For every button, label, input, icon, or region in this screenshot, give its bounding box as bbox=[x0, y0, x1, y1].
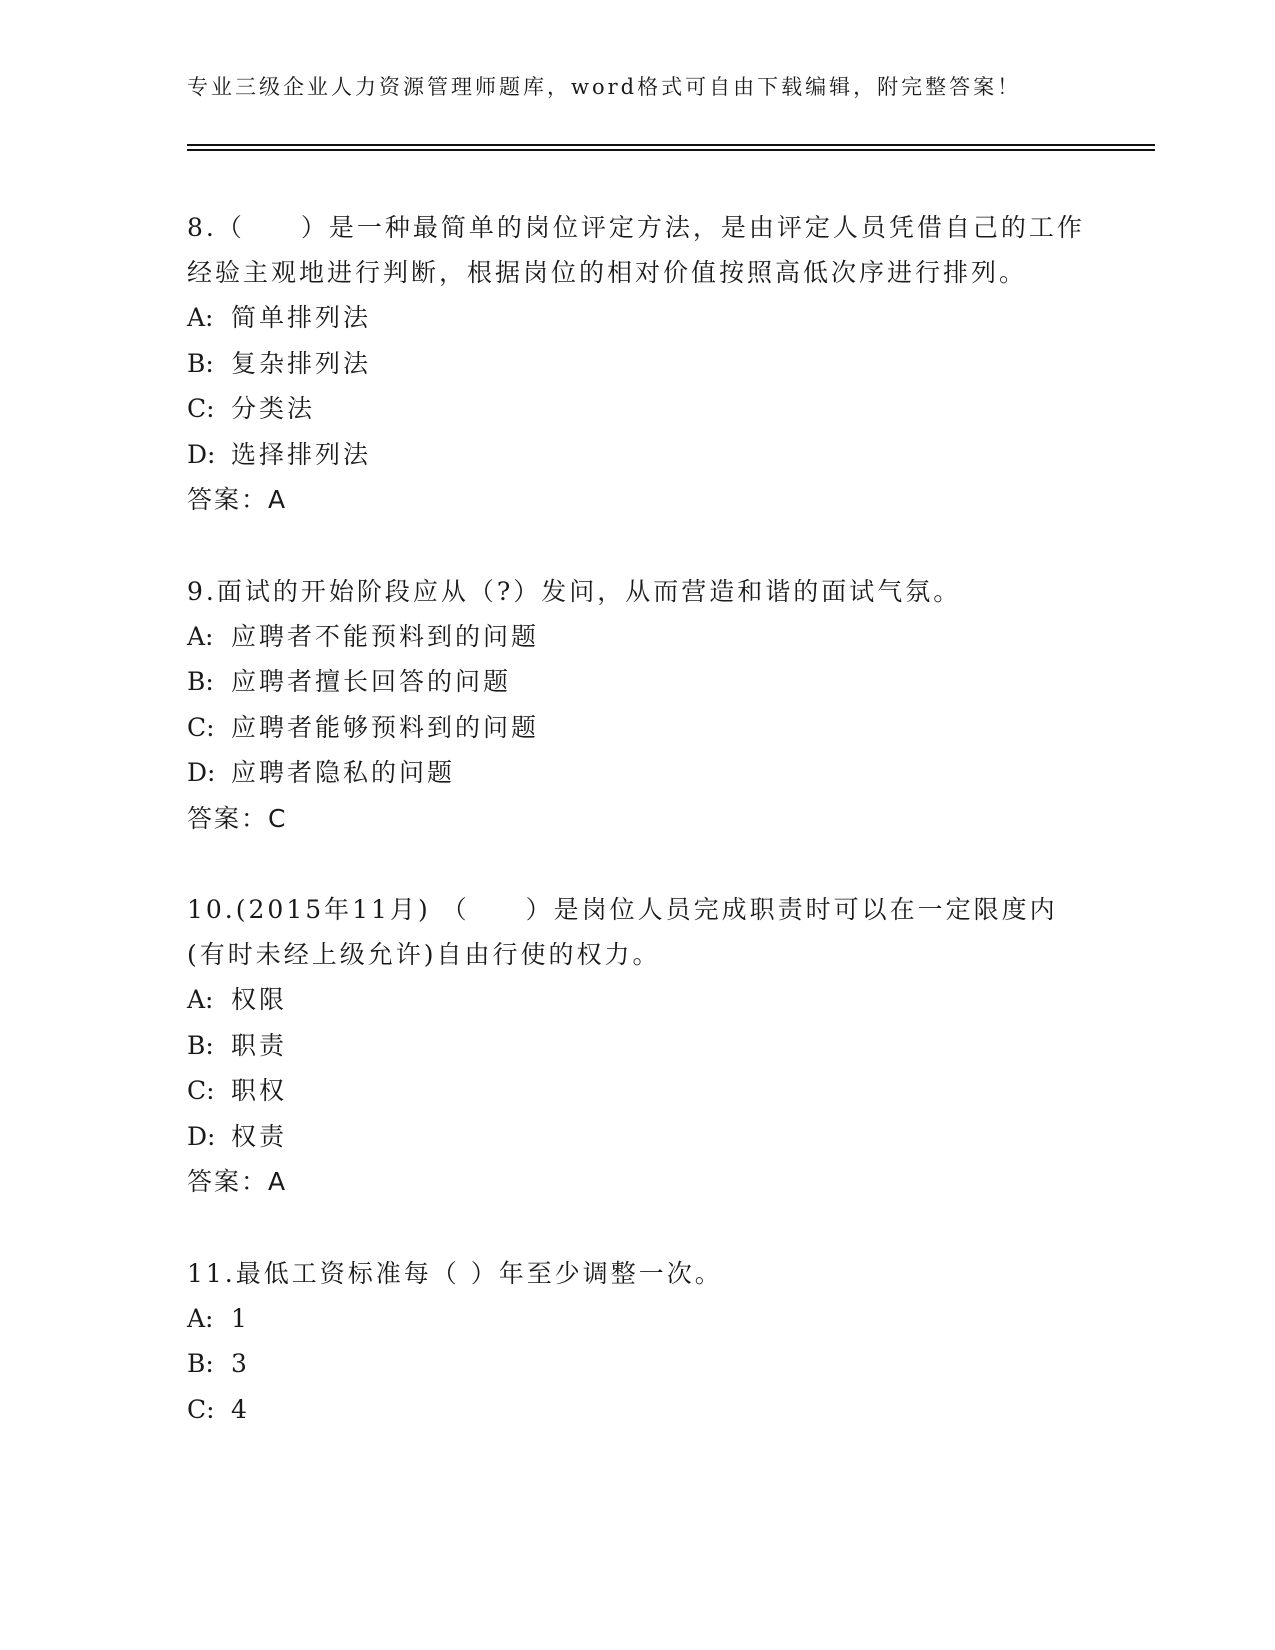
option-letter: A: bbox=[187, 303, 214, 332]
option-b bbox=[187, 1023, 1087, 1069]
option-text: 职责 bbox=[231, 1030, 288, 1060]
question-9 bbox=[187, 569, 1087, 842]
option-a bbox=[187, 614, 1087, 660]
option-text: 权限 bbox=[231, 985, 288, 1014]
option-b bbox=[187, 659, 1087, 705]
header-rule-top bbox=[187, 144, 1155, 146]
option-letter: D: bbox=[187, 439, 216, 469]
option-text: 1 bbox=[231, 1303, 250, 1333]
question-list bbox=[187, 205, 1087, 1478]
question-text: 8.（ ）是一种最简单的岗位评定方法，是由评定人员凭借自己的工作经验主观地进行判断，根据岗位的相对价值按照高低次序进行排列。 bbox=[187, 213, 1085, 287]
option-letter: B: bbox=[187, 348, 214, 378]
header-rule-bottom bbox=[187, 149, 1155, 151]
option-b bbox=[187, 1341, 1087, 1387]
option-c bbox=[187, 386, 1087, 432]
question-text: 11.最低工资标准每（ ）年至少调整一次。 bbox=[187, 1258, 723, 1288]
option-c bbox=[187, 1387, 1087, 1433]
option-a bbox=[187, 977, 1087, 1023]
option-letter: C: bbox=[187, 712, 215, 742]
option-letter: B: bbox=[187, 1030, 214, 1060]
option-a bbox=[187, 1296, 1087, 1342]
option-text: 权责 bbox=[231, 1121, 288, 1151]
option-c bbox=[187, 705, 1087, 751]
question-text: 10.(2015年11月) （ ）是岗位人员完成职责时可以在一定限度内(有时未经上级允许)自由行使的权力。 bbox=[187, 895, 1058, 969]
option-letter: D: bbox=[187, 1121, 216, 1151]
option-c bbox=[187, 1068, 1087, 1114]
option-letter: A: bbox=[187, 621, 214, 651]
option-d bbox=[187, 432, 1087, 478]
option-a bbox=[187, 295, 1087, 341]
option-text: 3 bbox=[231, 1349, 250, 1378]
option-letter: C: bbox=[187, 1394, 215, 1424]
question-11 bbox=[187, 1251, 1087, 1433]
option-text: 应聘者隐私的问题 bbox=[231, 758, 456, 787]
option-text: 复杂排列法 bbox=[231, 348, 372, 378]
option-b bbox=[187, 341, 1087, 387]
option-letter: C: bbox=[187, 1076, 215, 1105]
option-text: 职权 bbox=[231, 1076, 288, 1105]
option-text: 应聘者擅长回答的问题 bbox=[231, 667, 512, 696]
option-letter: C: bbox=[187, 394, 215, 423]
option-letter: D: bbox=[187, 758, 216, 787]
option-d bbox=[187, 750, 1087, 796]
option-text: 应聘者能够预料到的问题 bbox=[231, 712, 540, 742]
answer-line: 答案：C bbox=[187, 803, 288, 833]
option-letter: B: bbox=[187, 1349, 214, 1378]
document-header: 专业三级企业人力资源管理师题库，word格式可自由下载编辑，附完整答案！ bbox=[187, 75, 1022, 99]
question-text: 9.面试的开始阶段应从（?）发问，从而营造和谐的面试气氛。 bbox=[187, 576, 962, 606]
option-letter: A: bbox=[187, 985, 214, 1014]
option-text: 应聘者不能预料到的问题 bbox=[231, 621, 540, 651]
option-letter: A: bbox=[187, 1303, 214, 1333]
option-d bbox=[187, 1114, 1087, 1160]
question-8 bbox=[187, 205, 1087, 523]
option-text: 分类法 bbox=[231, 394, 316, 423]
answer-line: 答案：A bbox=[187, 1167, 288, 1196]
option-text: 4 bbox=[231, 1394, 250, 1424]
option-text: 选择排列法 bbox=[231, 439, 372, 469]
answer-line: 答案：A bbox=[187, 485, 288, 514]
question-10 bbox=[187, 887, 1087, 1205]
option-text: 简单排列法 bbox=[231, 303, 372, 332]
option-letter: B: bbox=[187, 667, 214, 696]
